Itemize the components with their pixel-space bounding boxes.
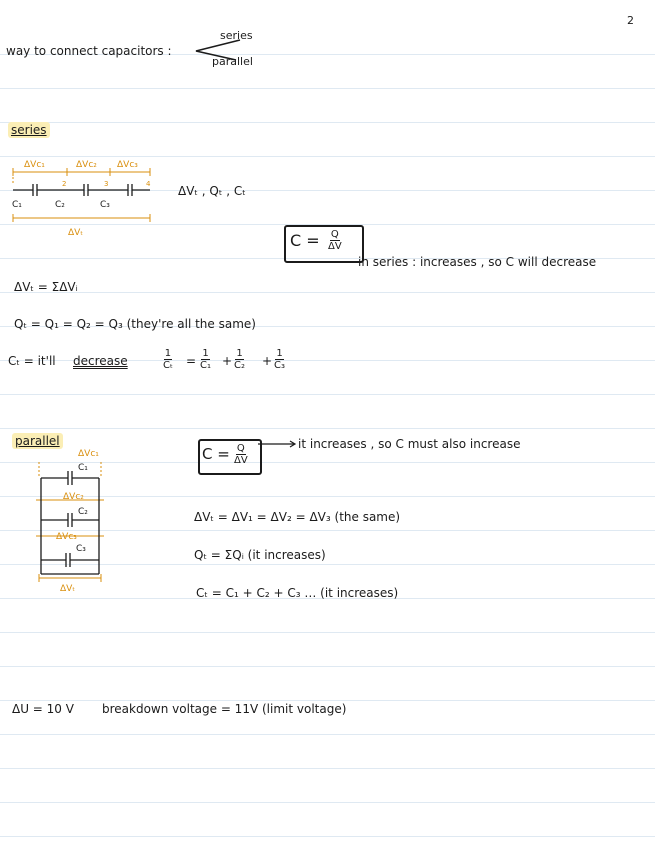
parallel-eq-c: Cₜ = C₁ + C₂ + C₃ … (it increases) [196, 586, 399, 600]
series-cap-label-1: C₁ [12, 200, 22, 210]
bottom-breakdown: breakdown voltage = 11V (limit voltage) [102, 702, 347, 716]
series-frac-1: $\frac{1}{\text{C₁}}$ [200, 348, 211, 371]
series-dv-label-2: ΔVc₂ [76, 160, 97, 170]
parallel-total-label: ΔVₜ [60, 584, 75, 594]
intro-option-parallel: parallel [212, 55, 253, 68]
series-cap-label-2: C₂ [55, 200, 65, 210]
series-formula-num: Q [330, 229, 339, 240]
series-frac-3: $\frac{1}{\text{C₃}}$ [274, 348, 285, 371]
intro-option-series: series [220, 29, 253, 42]
series-eq-c-lhs: Cₜ = it'll [8, 354, 56, 368]
series-heading: series [8, 123, 50, 137]
series-node-3: 3 [104, 180, 109, 188]
parallel-formula-note: it increases , so C must also increase [298, 437, 521, 451]
parallel-formula-lhs: C = [202, 445, 230, 463]
series-dv-label-1: ΔVc₁ [24, 160, 45, 170]
bottom-dv-value: ΔU = 10 V [12, 702, 74, 716]
series-formula-lhs: C = [290, 231, 320, 250]
parallel-formula-num: Q [236, 443, 245, 454]
page-number: 2 [627, 14, 634, 27]
series-eq-dv: ΔVₜ = ΣΔVᵢ [14, 280, 78, 294]
parallel-formula-den: ΔV [234, 455, 248, 466]
series-totals: ΔVₜ , Qₜ , Cₜ [178, 184, 246, 198]
parallel-dv-label-1: ΔVc₁ [78, 449, 99, 459]
series-frac-2: $\frac{1}{\text{C₂}}$ [234, 348, 245, 371]
series-frac-op-1: = [186, 354, 197, 368]
series-dv-label-3: ΔVc₃ [117, 160, 138, 170]
series-frac-op-2: + [222, 354, 233, 368]
series-formula-den: ΔV [328, 241, 342, 252]
series-node-2: 2 [62, 180, 67, 188]
series-node-4: 4 [146, 180, 151, 188]
series-eq-q: Qₜ = Q₁ = Q₂ = Q₃ (they're all the same) [14, 317, 256, 331]
series-frac-total: $\frac{1}{\text{Cₜ}}$ [163, 348, 173, 371]
parallel-dv-label-2: ΔVc₂ [63, 492, 84, 502]
intro-text: way to connect capacitors : [6, 44, 172, 58]
parallel-eq-dv: ΔVₜ = ΔV₁ = ΔV₂ = ΔV₃ (the same) [194, 510, 401, 524]
parallel-cap-label-2: C₂ [78, 507, 88, 517]
series-cap-label-3: C₃ [100, 200, 110, 210]
parallel-eq-q: Qₜ = ΣQᵢ (it increases) [194, 548, 326, 562]
series-formula-note: in series : increases , so C will decrease [358, 255, 597, 269]
series-frac-op-3: + [262, 354, 273, 368]
series-total-label: ΔVₜ [68, 228, 83, 238]
parallel-dv-label-3: ΔVc₃ [56, 532, 77, 542]
parallel-heading: parallel [12, 434, 63, 448]
parallel-cap-label-3: C₃ [76, 544, 86, 554]
parallel-cap-label-1: C₁ [78, 463, 88, 473]
series-eq-c-word: decrease [73, 354, 128, 368]
